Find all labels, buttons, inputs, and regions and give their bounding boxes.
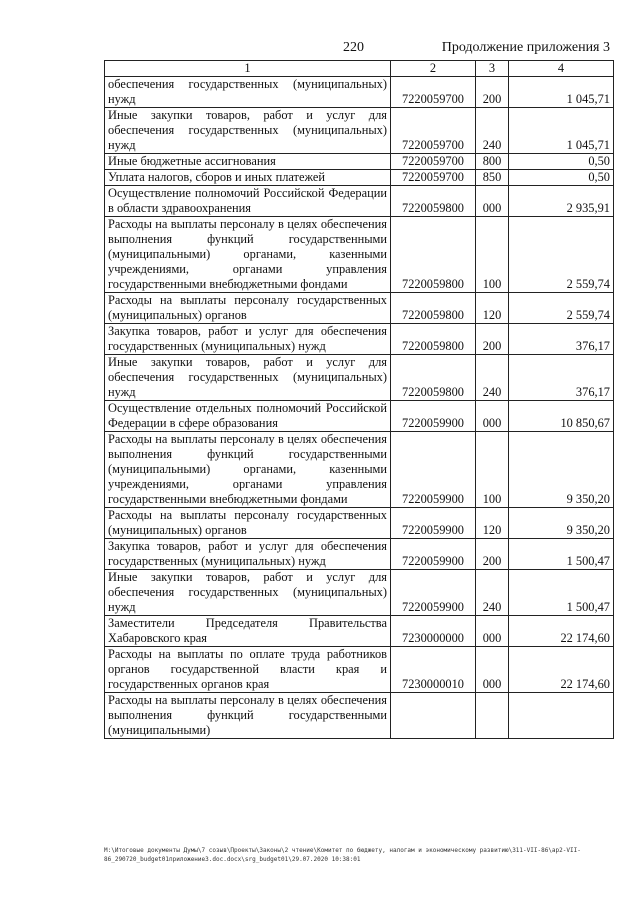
row-code: 7220059900 — [391, 570, 476, 616]
row-code: 7220059900 — [391, 539, 476, 570]
row-name: Осуществление отдельных полномочий Российской Федерации в сфере образования — [105, 401, 391, 432]
row-code: 7220059700 — [391, 170, 476, 186]
row-amount — [509, 693, 614, 739]
row-amount: 2 559,74 — [509, 217, 614, 293]
row-code: 7230000010 — [391, 647, 476, 693]
budget-table — [104, 60, 614, 739]
row-name: Расходы на выплаты персоналу в целях обеспечения выполнения функций государственными (муниципальными) органами, казенными учреждениями, органами управления государственными внебюджетными фондами — [105, 217, 391, 293]
table-row — [105, 539, 614, 570]
row-code: 7220059900 — [391, 401, 476, 432]
row-amount: 376,17 — [509, 324, 614, 355]
table-row — [105, 616, 614, 647]
row-name: Осуществление полномочий Российской Федерации в области здравоохранения — [105, 186, 391, 217]
row-expense-type: 000 — [476, 401, 509, 432]
row-expense-type: 200 — [476, 77, 509, 108]
row-name: Уплата налогов, сборов и иных платежей — [105, 170, 391, 186]
table-body — [105, 77, 614, 739]
row-amount: 9 350,20 — [509, 432, 614, 508]
table-row — [105, 324, 614, 355]
row-code — [391, 693, 476, 739]
row-expense-type: 200 — [476, 324, 509, 355]
row-amount: 9 350,20 — [509, 508, 614, 539]
row-expense-type: 000 — [476, 616, 509, 647]
column-header-2: 2 — [391, 61, 476, 77]
row-code: 7220059800 — [391, 355, 476, 401]
row-amount: 376,17 — [509, 355, 614, 401]
row-amount: 22 174,60 — [509, 647, 614, 693]
row-code: 7220059800 — [391, 293, 476, 324]
row-amount: 0,50 — [509, 170, 614, 186]
row-expense-type: 850 — [476, 170, 509, 186]
row-amount: 2 559,74 — [509, 293, 614, 324]
row-name: Иные закупки товаров, работ и услуг для обеспечения государственных (муниципальных) нужд — [105, 355, 391, 401]
row-name: Закупка товаров, работ и услуг для обеспечения государственных (муниципальных) нужд — [105, 324, 391, 355]
row-name: Иные бюджетные ассигнования — [105, 154, 391, 170]
row-code: 7220059700 — [391, 108, 476, 154]
table-row — [105, 508, 614, 539]
row-amount: 10 850,67 — [509, 401, 614, 432]
table-row — [105, 355, 614, 401]
row-name: Расходы на выплаты персоналу государственных (муниципальных) органов — [105, 508, 391, 539]
row-name: обеспечения государственных (муниципальных) нужд — [105, 77, 391, 108]
row-amount: 1 045,71 — [509, 108, 614, 154]
column-header-3: 3 — [476, 61, 509, 77]
row-code: 7220059800 — [391, 324, 476, 355]
row-name: Заместители Председателя Правительства Хабаровского края — [105, 616, 391, 647]
table-row — [105, 108, 614, 154]
row-name: Закупка товаров, работ и услуг для обеспечения государственных (муниципальных) нужд — [105, 539, 391, 570]
row-code: 7220059700 — [391, 154, 476, 170]
table-row — [105, 154, 614, 170]
table-row — [105, 401, 614, 432]
table-row — [105, 293, 614, 324]
row-expense-type: 200 — [476, 539, 509, 570]
column-header-4: 4 — [509, 61, 614, 77]
row-name: Расходы на выплаты персоналу в целях обеспечения выполнения функций государственными (муниципальными) органами, казенными учреждениями, органами управления государственными внебюджетными фондами — [105, 432, 391, 508]
row-expense-type: 240 — [476, 355, 509, 401]
page-number: 220 — [343, 40, 364, 55]
table-row — [105, 432, 614, 508]
row-expense-type: 100 — [476, 432, 509, 508]
table-row — [105, 693, 614, 739]
table-row — [105, 647, 614, 693]
table-header-row — [105, 61, 614, 77]
row-name: Расходы на выплаты персоналу государственных (муниципальных) органов — [105, 293, 391, 324]
table-row — [105, 570, 614, 616]
row-code: 7230000000 — [391, 616, 476, 647]
row-code: 7220059700 — [391, 77, 476, 108]
row-name: Расходы на выплаты по оплате труда работников органов государственной власти края и государственных органов края — [105, 647, 391, 693]
row-code: 7220059900 — [391, 508, 476, 539]
continuation-caption: Продолжение приложения 3 — [441, 40, 610, 55]
table-row — [105, 170, 614, 186]
table-row — [105, 186, 614, 217]
row-expense-type: 240 — [476, 570, 509, 616]
row-expense-type: 800 — [476, 154, 509, 170]
row-expense-type: 120 — [476, 508, 509, 539]
row-amount: 1 045,71 — [509, 77, 614, 108]
row-code: 7220059800 — [391, 217, 476, 293]
row-expense-type: 120 — [476, 293, 509, 324]
row-name: Расходы на выплаты персоналу в целях обеспечения выполнения функций государственными (муниципальными) — [105, 693, 391, 739]
row-expense-type: 100 — [476, 217, 509, 293]
row-amount: 2 935,91 — [509, 186, 614, 217]
table-row — [105, 77, 614, 108]
row-name: Иные закупки товаров, работ и услуг для обеспечения государственных (муниципальных) нужд — [105, 570, 391, 616]
row-amount: 1 500,47 — [509, 539, 614, 570]
column-header-1: 1 — [105, 61, 391, 77]
row-amount: 1 500,47 — [509, 570, 614, 616]
row-expense-type: 000 — [476, 647, 509, 693]
row-amount: 22 174,60 — [509, 616, 614, 647]
row-expense-type — [476, 693, 509, 739]
row-code: 7220059900 — [391, 432, 476, 508]
row-expense-type: 000 — [476, 186, 509, 217]
table-row — [105, 217, 614, 293]
row-amount: 0,50 — [509, 154, 614, 170]
file-path-footer: M:\Итоговые документы Думы\7 созыв\Проекты\Законы\2 чтение\Комитет по бюджету, налогам и экономическому развитию\311-VII-86\ap2-VII-86_290720_budget01приложение3.doc.docx\srg_budget01\29.07.2020 10:38:01 — [104, 847, 581, 863]
row-expense-type: 240 — [476, 108, 509, 154]
row-code: 7220059800 — [391, 186, 476, 217]
row-name: Иные закупки товаров, работ и услуг для обеспечения государственных (муниципальных) нужд — [105, 108, 391, 154]
